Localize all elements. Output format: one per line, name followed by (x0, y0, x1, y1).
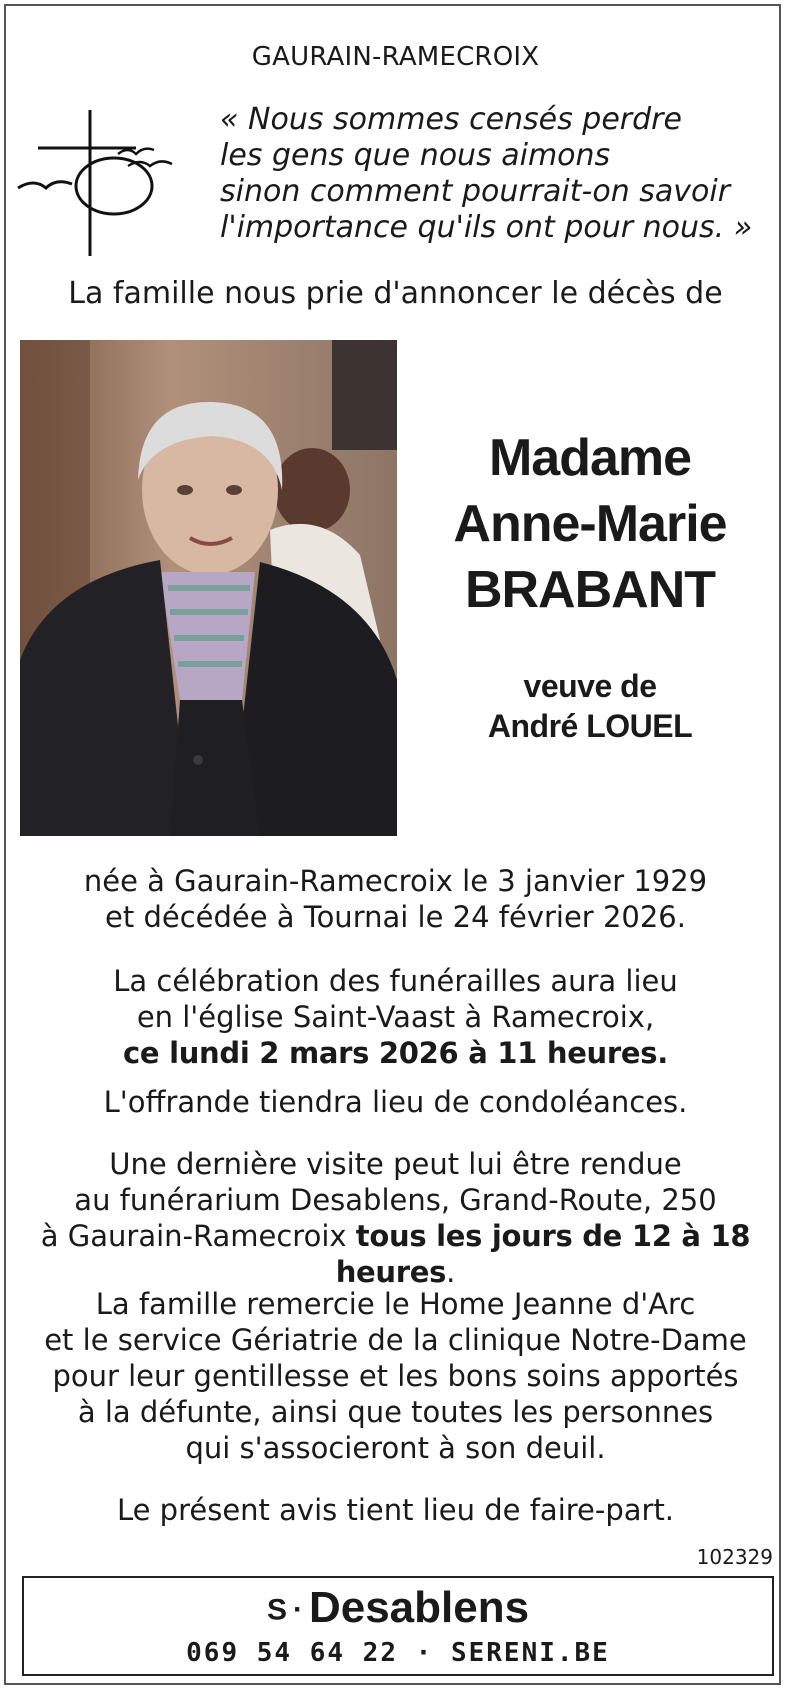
deceased-last-name: BRABANT (464, 561, 716, 619)
spouse-block (400, 666, 780, 746)
funeral-home-contact (24, 1638, 772, 1668)
contact-separator: · (415, 1638, 434, 1669)
thanks-paragraph (6, 1286, 785, 1466)
phone-number[interactable]: 069 54 64 22 (186, 1638, 398, 1669)
funeral-paragraph (6, 963, 785, 1071)
death-line: et décédée à Tournai le 24 février 2026. (105, 900, 686, 934)
brand-separator: · (292, 1593, 303, 1627)
deceased-title: Madame (488, 429, 692, 487)
thanks-line: et le service Gériatrie de la clinique Notre-Dame (44, 1323, 747, 1357)
quote-line: sinon comment pourrait-on savoir (220, 174, 731, 209)
notice-line: Le présent avis tient lieu de faire-part. (116, 1493, 675, 1527)
visit-line: au funérarium Desablens, Grand-Route, 250 (74, 1183, 717, 1217)
quote-line: « Nous sommes censés perdre (220, 102, 682, 137)
widow-label: veuve de (523, 668, 657, 704)
portrait-photo (20, 340, 397, 836)
funeral-datetime: ce lundi 2 mars 2026 à 11 heures. (123, 1036, 668, 1070)
cross-with-sun-and-birds-icon (16, 108, 176, 258)
funeral-line: La célébration des funérailles aura lieu (113, 964, 678, 998)
birth-line: née à Gaurain-Ramecroix le 3 janvier 1929 (83, 864, 708, 898)
thanks-line: La famille remercie le Home Jeanne d'Arc (95, 1287, 696, 1321)
thanks-line: qui s'associeront à son deuil. (185, 1431, 606, 1465)
locality-heading: GAURAIN-RAMECROIX (251, 42, 540, 72)
visit-line (6, 1218, 785, 1290)
reference-number: 102329 (696, 1545, 773, 1569)
quote-line: les gens que nous aimons (220, 138, 611, 173)
funeral-line: en l'église Saint-Vaast à Ramecroix, (136, 1000, 655, 1034)
deceased-first-name: Anne-Marie (453, 495, 727, 553)
spouse-name: André LOUEL (487, 708, 693, 744)
quote (220, 102, 752, 246)
brand-name: Desablens (308, 1583, 530, 1632)
funeral-home-brand (24, 1584, 772, 1634)
funeral-home-footer (22, 1576, 774, 1676)
visit-hours: tous les jours de 12 à 18 heures (335, 1219, 751, 1289)
visit-place: à Gaurain-Ramecroix (40, 1219, 356, 1253)
birth-death-paragraph (6, 863, 785, 935)
visit-line: Une dernière visite peut lui être rendue (109, 1147, 682, 1181)
offering-line: L'offrande tiendra lieu de condoléances. (103, 1085, 688, 1119)
quote-line: l'importance qu'ils ont pour nous. » (220, 210, 753, 245)
deceased-name (400, 425, 780, 623)
website-link[interactable]: SERENI.BE (450, 1638, 610, 1669)
thanks-line: pour leur gentillesse et les bons soins apportés (52, 1359, 739, 1393)
brand-mark: S (266, 1593, 287, 1627)
thanks-line: à la défunte, ainsi que toutes les personnes (77, 1395, 714, 1429)
visit-period: . (446, 1255, 456, 1289)
visit-paragraph (6, 1146, 785, 1290)
announcement: La famille nous prie d'annoncer le décès de (68, 276, 723, 311)
